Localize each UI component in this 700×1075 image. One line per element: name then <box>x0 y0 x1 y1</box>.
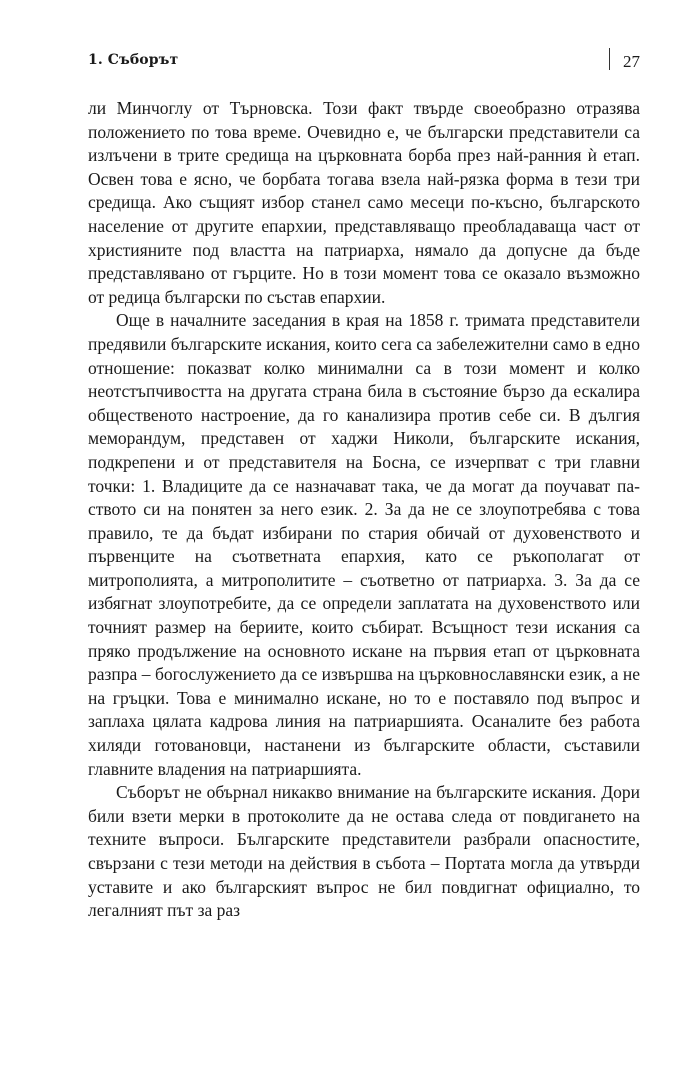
running-head <box>88 50 640 74</box>
paragraph-1: ли Минчоглу от Търновска. Този факт твърде своеобразно отразява положението по това време. Очевидно е, че български представители са излъчени в трите средища на църковната борба през най-ранния ѝ етап. Освен това е ясно, че борбата тогава взела най-рязка форма в тези три средища. Ако същият избор станел само месеци по-късно, българското население от другите епархии, представляващо преобладаваща част от християните под властта на патриарха, нямало да допусне да бъде представлявано от гърците. Но в този момент това се оказало възможно от редица български по състав епархии. <box>88 98 640 307</box>
paragraph-3: Съборът не обърнал никакво внимание на българските искания. Дори били взети мерки в протоколите да не остава следа от повдигането на техните въпроси. Българските представители разбрали опасностите, свързани с тези методи на действия в събота – Портата могла да утвърди уставите и ако българският въпрос не бил повдигнат официално, то легалният път за раз <box>88 782 640 921</box>
page-number: 27 <box>623 52 640 71</box>
paragraph-2: Още в началните заседания в края на 1858 г. тримата представители предявили българските искания, които сега са забележителни само в едно отношение: показват колко минимални са в този момент и колко неотстъпчивостта на другата страна била в състояние бързо да ескалира общественото настроение, да го канализира против себе си. В дългия меморандум, представен от хаджи Николи, българските искания, подкрепени и от представителя на Босна, се изчерпват с три главни точки: 1. Владиците да се назначават така, че да могат да поучават паството си на понятен за него език. 2. За да не се злоупотребява с това правило, те да бъдат избирани по стария обичай от духовенството и първенците на съответната епархия, като се ръкополагат от митрополията, а митрополитите – съответно от патриарха. 3. За да се избягнат злоупотребите, да се определи заплатата на духовенството или точният размер на бериите, които събират. Всъщност тези искания са пряко продължение на основното искане на първия етап от църковната разпра – богослужението да се извършва на църковнославянски език, а не на гръцки. Това е минимално искане, но то е поставяло под въпрос и заплаха цялата кадрова линия на патриаршията. Осаналите без работа хиляди готовановци, настанени из българските области, съставили главните владения на патриаршията. <box>88 310 640 779</box>
header-divider <box>609 48 610 70</box>
chapter-title: 1. Съборът <box>88 52 179 68</box>
body-text <box>88 97 640 923</box>
